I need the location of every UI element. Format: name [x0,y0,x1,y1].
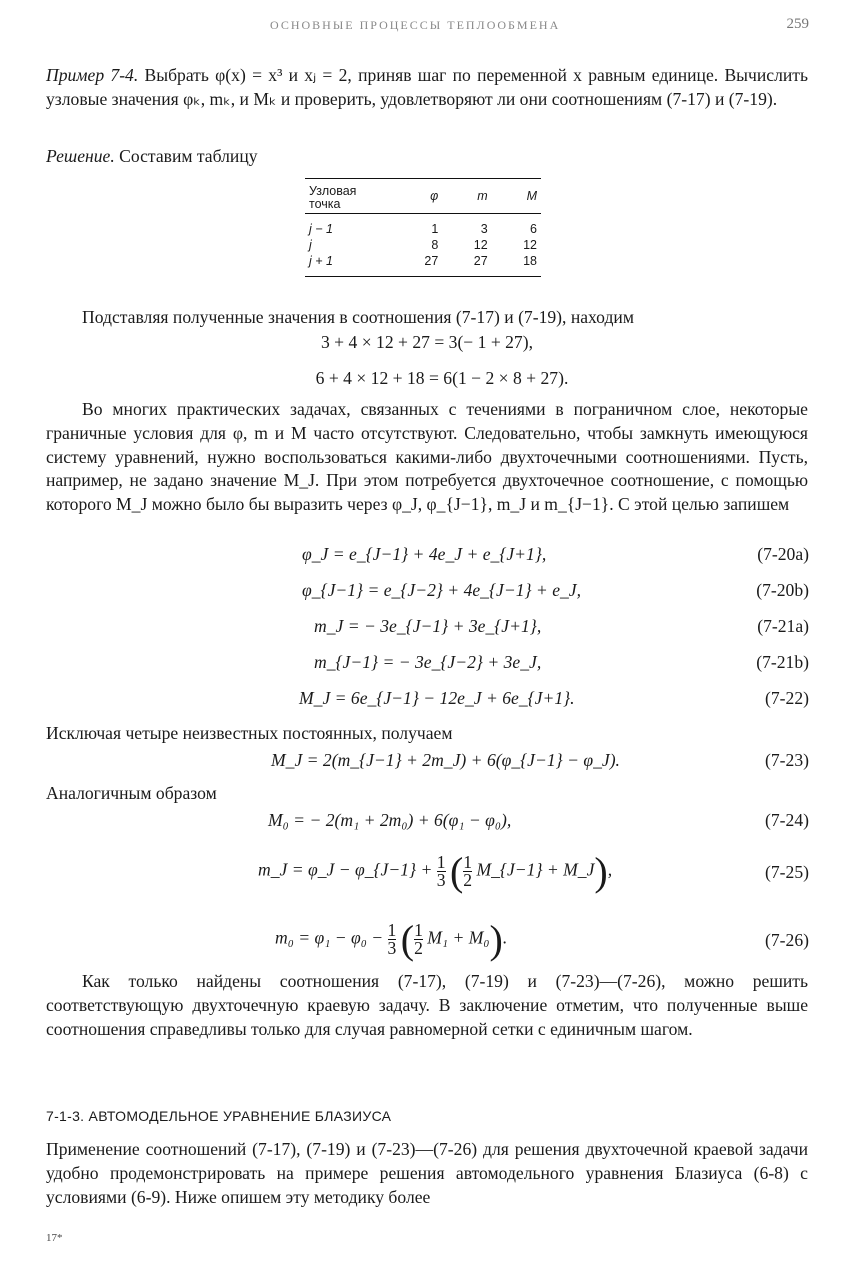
fraction [414,922,423,957]
paren-close: ) [489,917,503,962]
page-number: 259 [786,16,809,32]
equation-lhs: m₀ = φ₁ − φ₀ − [275,927,384,948]
fraction-numerator: 1 [463,852,473,872]
fraction [437,854,446,889]
table-cell: 8 [431,238,439,252]
equation-number: (7-25) [765,862,809,882]
equation-row [0,576,845,608]
check-equation-1: 3 + 4 × 12 + 27 = 3(− 1 + 27), [320,332,533,352]
fraction-numerator: 1 [387,920,397,940]
paren-open: ( [449,849,464,894]
equation-tail: . [502,927,508,948]
example-paragraph [46,64,808,112]
table-row [305,237,541,253]
equation-expression: M_J = 2(m_{J−1} + 2m_J) + 6(φ_{J−1} − φ_J). [271,750,620,770]
fraction-denominator: 3 [387,938,397,958]
table-row [305,253,541,277]
equation-7-25 [0,842,845,902]
equation-number: (7-21a) [757,616,809,636]
equation-number: (7-26) [765,930,809,950]
fraction-denominator: 2 [414,938,423,958]
section-title: 7-1-3. АВТОМОДЕЛЬНОЕ УРАВНЕНИЕ БЛАЗИУСА [46,1108,392,1124]
equation-expression: M_J = 6e_{J−1} − 12e_J + 6e_{J+1}. [299,688,575,708]
equation-inner: M_{J−1} + M_J [476,859,595,880]
equation-number: (7-23) [765,750,809,770]
paragraph-substitution: Подставляя полученные значения в соотношения (7-17) и (7-19), находим [82,307,634,327]
check-equation-2: 6 + 4 × 12 + 18 = 6(1 − 2 × 8 + 27). [315,368,569,388]
signature-mark: 17* [46,1232,63,1244]
table-cell: 3 [480,222,488,236]
fraction [388,922,397,957]
equation-inner: M₁ + M₀ [427,927,490,948]
equation-expression: m_{J−1} = − 3e_{J−2} + 3e_J, [314,652,542,672]
equation-expression [275,916,507,963]
example-text: Выбрать φ(x) = x³ и xⱼ = 2, приняв шаг по переменной x равным единице. Вычислить узловые значения φₖ, mₖ, и Mₖ и проверить, удовлетворяют ли они соотношениям (7-17) и (7-19). [46,65,808,109]
table-cell: 12 [523,238,537,252]
table-header-M: M [526,189,537,203]
solution-line [46,145,808,169]
table-cell: j − 1 [309,222,333,236]
equation-number: (7-20a) [757,544,809,564]
equation-number: (7-20b) [756,580,809,600]
equation-row [0,684,845,716]
equation-expression: m_J = − 3e_{J−1} + 3e_{J+1}, [314,616,542,636]
table-cell: 27 [473,254,488,268]
equation-7-24 [0,806,845,838]
paragraph-analogously: Аналогичным образом [46,783,217,803]
equation-tail: , [607,859,613,880]
table-cell: j + 1 [309,254,333,268]
running-header: ОСНОВНЫЕ ПРОЦЕССЫ ТЕПЛООБМЕНА [270,18,561,32]
table-cell: j [309,238,312,252]
solution-text: Составим таблицу [119,146,258,166]
equation-row [0,612,845,644]
paren-close: ) [594,849,608,894]
table-header-m: m [477,189,488,203]
paragraph-eliminating: Исключая четыре неизвестных постоянных, получаем [46,723,453,743]
fraction-denominator: 3 [436,870,446,890]
example-label: Пример 7-4. [46,65,139,85]
table-row [305,214,541,238]
equation-expression: φ_J = e_{J−1} + 4e_J + e_{J+1}, [302,544,547,564]
equation-expression: φ_{J−1} = e_{J−2} + 4e_{J−1} + e_J, [302,580,582,600]
equation-number: (7-24) [765,810,809,830]
fraction-numerator: 1 [436,852,446,872]
paragraph-boundary-conditions: Во многих практических задачах, связанных с течениями в пограничном слое, некоторые граничные условия для φ, m и M часто отсутствуют. Следовательно, чтобы замкнуть имеющуюся систему уравнений, нужно воспользоваться какими-либо двухточечными соотношениями. Пусть, например, не задано значение M_J. При этом потребуется двухточечное соотношение, с помощью которого M_J можно было бы выразить через φ_J, φ_{J−1}, m_J и m_{J−1}. С этой целью запишем [46,399,808,515]
fraction-numerator: 1 [414,920,423,940]
fraction [463,854,472,889]
table-cell: 12 [473,238,488,252]
table-cell: 6 [530,222,537,236]
equation-7-26 [0,910,845,970]
table-header-phi: φ [430,189,439,203]
table-cell: 27 [424,254,439,268]
equation-number: (7-21b) [756,652,809,672]
equation-7-23 [0,746,845,778]
table-cell: 1 [431,222,439,236]
equation-expression [258,848,612,895]
equation-row [0,540,845,572]
table-cell: 18 [523,254,537,268]
nodal-values-table [305,178,541,279]
equation-lhs: m_J = φ_J − φ_{J−1} + [258,859,433,880]
table-header-node: Узловая точка [309,184,357,211]
equation-row [0,648,845,680]
paren-open: ( [400,917,415,962]
solution-label: Решение. [46,146,115,166]
paragraph-blasius: Применение соотношений (7-17), (7-19) и (7-23)—(7-26) для решения двухточечной краевой задачи удобно продемонстрировать на примере решения автомодельного уравнения Блазиуса (6-8) с условиями (6-9). Ниже опишем эту методику более [46,1139,808,1207]
fraction-denominator: 2 [463,870,473,890]
equation-number: (7-22) [765,688,809,708]
equation-expression: M₀ = − 2(m₁ + 2m₀) + 6(φ₁ − φ₀), [268,810,512,830]
paragraph-conclusion: Как только найдены соотношения (7-17), (7-19) и (7-23)—(7-26), можно решить соответствующую двухточечную краевую задачу. В заключение отметим, что полученные выше соотношения справедливы только для случая равномерной сетки с единичным шагом. [46,971,808,1039]
